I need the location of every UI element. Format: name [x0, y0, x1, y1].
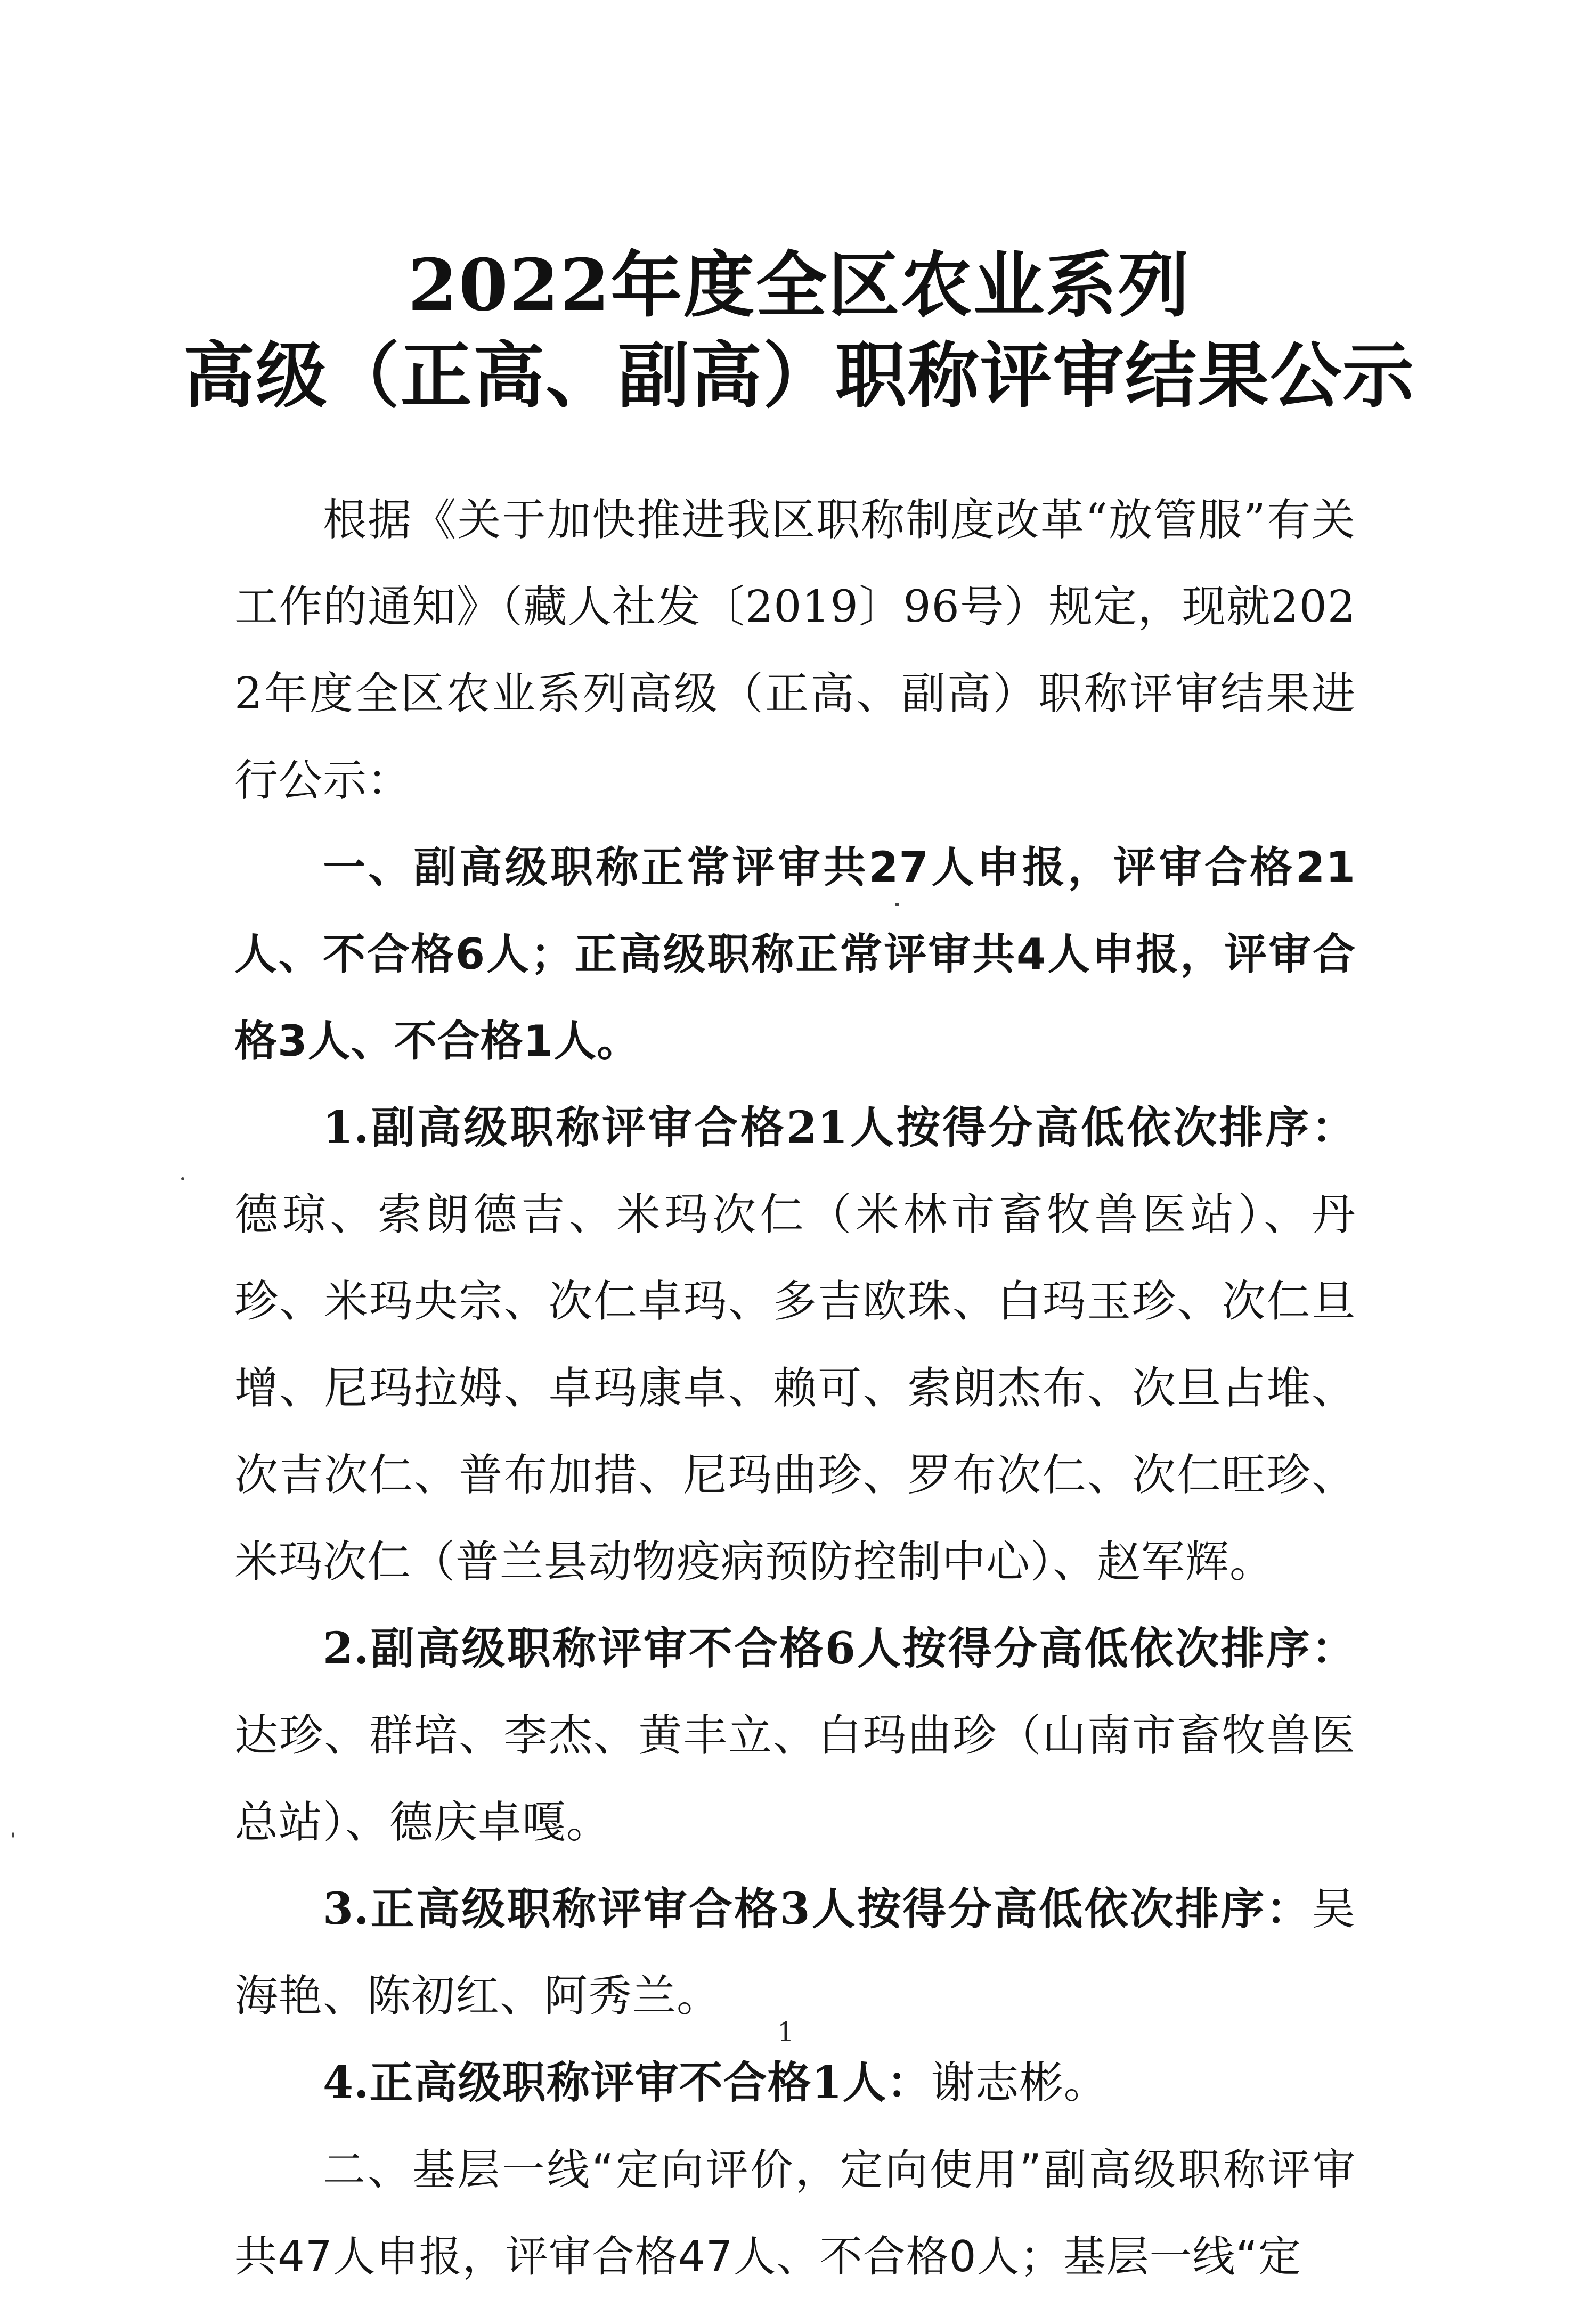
- scan-speck: [181, 1177, 184, 1180]
- item-2-names: 达珍、群培、李杰、黄丰立、白玛曲珍（山南市畜牧兽医总站）、德庆卓嘎。: [234, 1710, 1356, 1848]
- document-title-line1: 2022年度全区农业系列: [408, 243, 1191, 327]
- item-4-names: 谢志彬。: [931, 2058, 1108, 2108]
- page-number: 1: [777, 2017, 794, 2048]
- item-3-names: 吴海艳、陈初红、阿秀兰。: [234, 1884, 1356, 2021]
- scan-speck: [12, 1832, 14, 1838]
- section-2-summary: 二、基层一线“定向评价，定向使用”副高级职称评审共47人申报，评审合格47人、不合格0人；基层一线“定: [234, 2145, 1356, 2281]
- scan-speck: [895, 903, 899, 906]
- item-3-lead: 3.正高级职称评审合格3人按得分高低依次排序：: [323, 1883, 1312, 1935]
- document-title-line2: 高级（正高、副高）职称评审结果公示: [183, 333, 1415, 418]
- section-1-summary: 一、副高级职称正常评审共27人申报，评审合格21人、不合格6人；正高级职称正常评审共4人申报，评审合格3人、不合格1人。: [234, 843, 1356, 1066]
- item-1-lead: 1.副高级职称评审合格21人按得分高低依次排序：: [323, 1102, 1356, 1153]
- item-4-paragraph: [234, 2040, 1356, 2126]
- item-1-paragraph: [234, 1084, 1356, 1605]
- item-2-paragraph: [234, 1605, 1356, 1866]
- item-3-paragraph: [234, 1866, 1356, 2040]
- item-2-lead: 2.副高级职称评审不合格6人按得分高低依次排序：: [323, 1623, 1356, 1674]
- intro-paragraph: 根据《关于加快推进我区职称制度改革“放管服”有关工作的通知》（藏人社发〔2019〕96号）规定，现就2022年度全区农业系列高级（正高、副高）职称评审结果进行公示：: [234, 495, 1356, 806]
- item-4-lead: 4.正高级职称评审不合格1人：: [323, 2057, 931, 2108]
- item-1-names: 德琼、索朗德吉、米玛次仁（米林市畜牧兽医站）、丹珍、米玛央宗、次仁卓玛、多吉欧珠、白玛玉珍、次仁旦增、尼玛拉姆、卓玛康卓、赖可、索朗杰布、次旦占堆、次吉次仁、普布加措、尼玛曲珍、罗布次仁、次仁旺珍、米玛次仁（普兰县动物疫病预防控制中心）、赵军辉。: [234, 1189, 1356, 1587]
